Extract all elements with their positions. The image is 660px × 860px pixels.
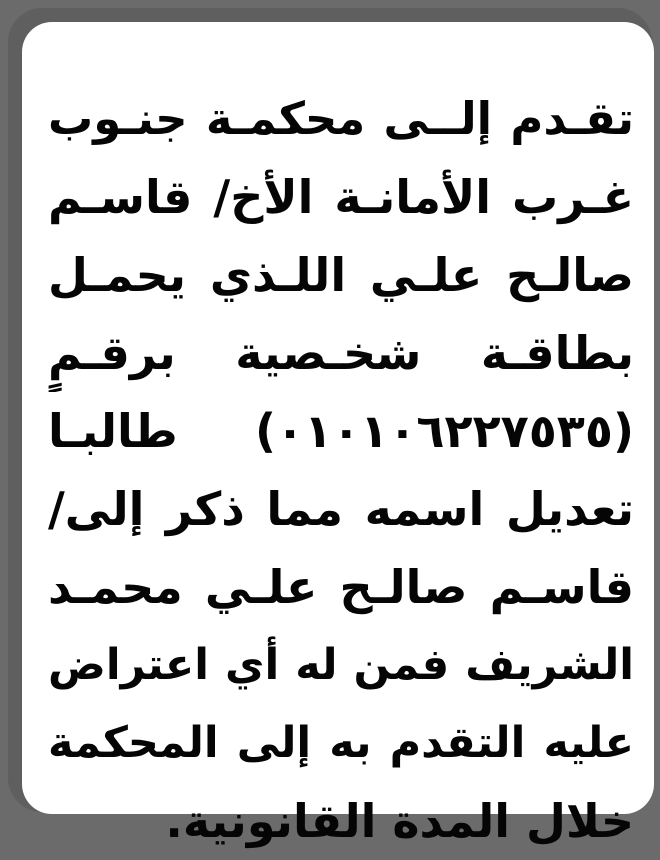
notice-line-2: غـرب الأمانـة الأخ/ قاسـم bbox=[48, 170, 634, 224]
notice-card bbox=[22, 22, 654, 848]
notice-line-4: بطاقـة شخـصية برقـمٍ bbox=[48, 326, 634, 380]
notice-line-1: تقـدم إلــى محكمـة جنـوب bbox=[48, 92, 634, 145]
notice-line-5: (٠١٠١٠٦٢٢٧٥٣٥) طالبـا bbox=[48, 404, 634, 458]
notice-line-9: عليه التقدم به إلى المحكمة bbox=[48, 718, 634, 768]
notice-text bbox=[48, 80, 634, 860]
notice-line-6: تعديل اسمه مما ذكر إلى/ bbox=[48, 482, 634, 536]
notice-line-10: خلال المدة القانونية. bbox=[165, 794, 634, 848]
notice-line-8: الشريف فمن له أي اعتراض bbox=[48, 640, 634, 690]
outer-frame bbox=[8, 8, 652, 848]
notice-line-7: قاسـم صالـح علـي محمـد bbox=[48, 560, 634, 614]
notice-line-3: صالـح علـي اللـذي يحمـل bbox=[48, 248, 634, 302]
